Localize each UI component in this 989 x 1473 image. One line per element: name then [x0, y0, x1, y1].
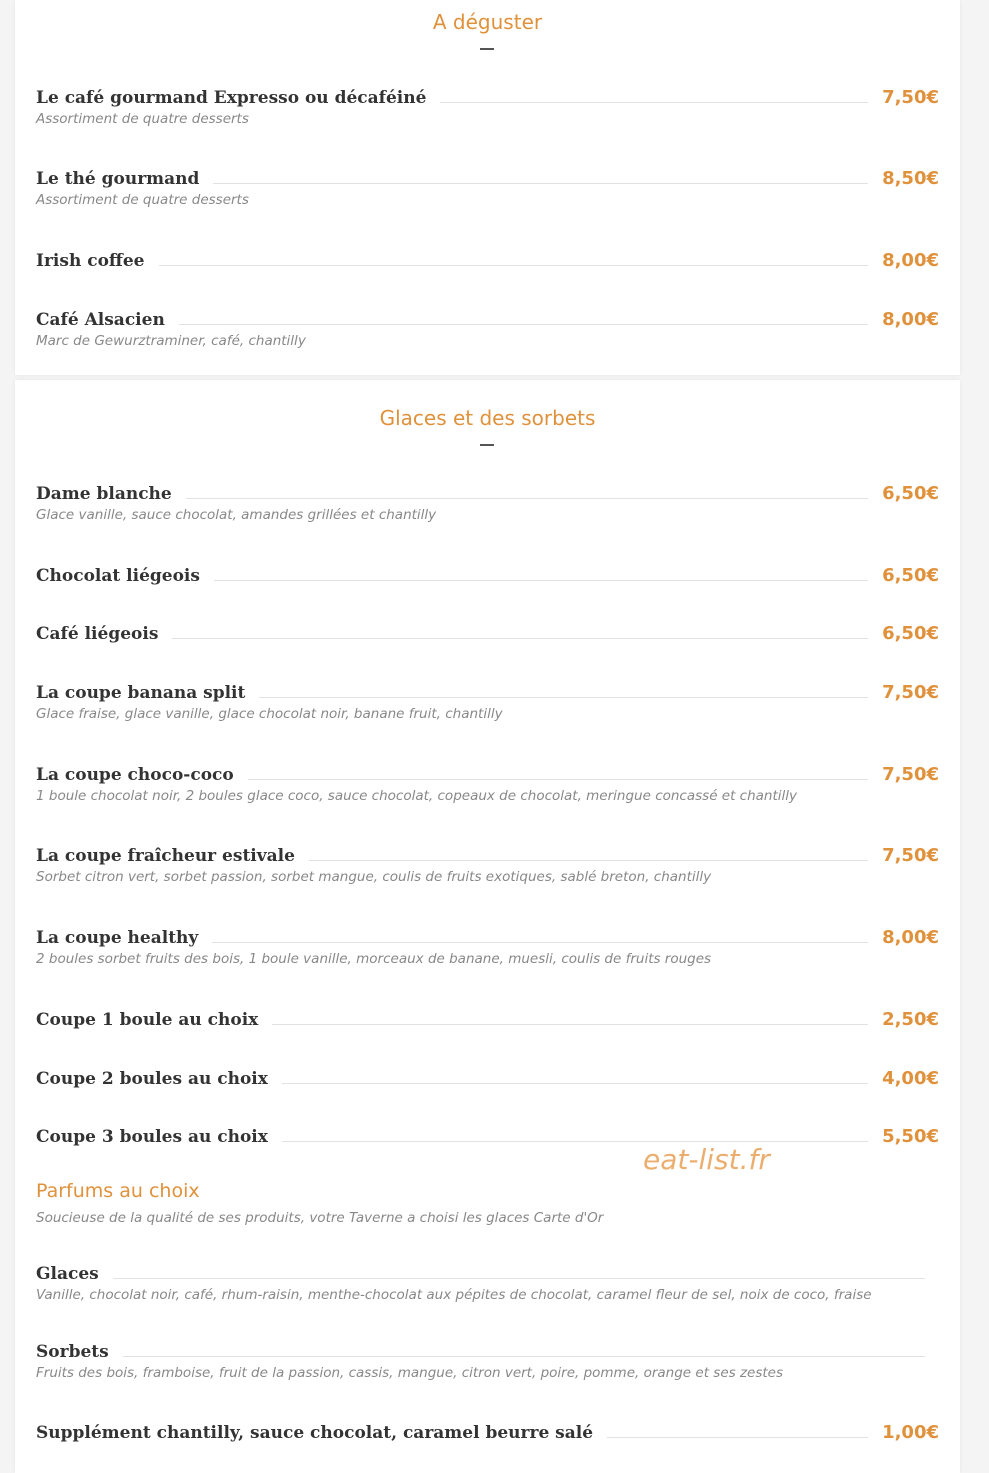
- menu-item: [36, 761, 939, 804]
- item-name: Café liégeois: [36, 624, 159, 644]
- item-description: 1 boule chocolat noir, 2 boules glace coco, sauce chocolat, copeaux de chocolat, meringue concassé et chantilly: [36, 788, 798, 804]
- watermark: eat-list.fr: [643, 1143, 770, 1176]
- menu-item: [36, 1006, 939, 1030]
- item-name: Supplément chantilly, sauce chocolat, caramel beurre salé: [36, 1423, 594, 1443]
- menu-card-a-deguster: [15, 0, 960, 375]
- item-price: 6,50€: [882, 565, 939, 586]
- item-name: Irish coffee: [36, 251, 145, 271]
- section-title: A déguster: [432, 10, 543, 34]
- item-name: La coupe fraîcheur estivale: [36, 846, 295, 866]
- menu-item: [36, 165, 939, 208]
- dotted-leader: [282, 1083, 868, 1084]
- dotted-leader: [282, 1141, 868, 1142]
- item-name: Dame blanche: [36, 484, 172, 504]
- menu-item: [36, 562, 939, 586]
- item-price: 8,00€: [882, 309, 939, 330]
- dotted-leader: [159, 265, 869, 266]
- dotted-leader: [272, 1024, 868, 1025]
- item-price: 1,00€: [882, 1422, 939, 1443]
- menu-item: [36, 480, 939, 523]
- menu-item: [36, 1065, 939, 1089]
- menu-item: [36, 1123, 939, 1147]
- item-price: 8,00€: [882, 250, 939, 271]
- item-name: Coupe 1 boule au choix: [36, 1010, 259, 1030]
- dotted-leader: [440, 102, 868, 103]
- item-price: 7,50€: [882, 764, 939, 785]
- item-price: 5,50€: [882, 1126, 939, 1147]
- menu-item: [36, 842, 939, 885]
- item-description: Fruits des bois, framboise, fruit de la passion, cassis, mangue, citron vert, poire, pomme, orange et ses zestes: [36, 1365, 784, 1381]
- menu-item: [36, 1419, 939, 1443]
- dotted-leader: [212, 942, 868, 943]
- item-price: 6,50€: [882, 623, 939, 644]
- menu-item: [36, 247, 939, 271]
- menu-item: [36, 924, 939, 967]
- menu-item: [36, 84, 939, 127]
- item-name: Le thé gourmand: [36, 169, 200, 189]
- item-price: 8,00€: [882, 927, 939, 948]
- item-name: Le café gourmand Expresso ou décaféiné: [36, 88, 427, 108]
- dotted-leader: [309, 860, 868, 861]
- item-description: Glace vanille, sauce chocolat, amandes grillées et chantilly: [36, 507, 437, 523]
- menu-item: [36, 1338, 939, 1381]
- item-price: 7,50€: [882, 845, 939, 866]
- dotted-leader: [259, 697, 868, 698]
- item-price: 7,50€: [882, 682, 939, 703]
- section-title: Glaces et des sorbets: [379, 406, 596, 430]
- title-divider: [480, 444, 494, 446]
- dotted-leader: [214, 580, 868, 581]
- menu-item: [36, 1260, 939, 1303]
- item-description: 2 boules sorbet fruits des bois, 1 boule vanille, morceaux de banane, muesli, coulis de fruits rouges: [36, 951, 712, 967]
- dotted-leader: [123, 1356, 925, 1357]
- menu-item: [36, 620, 939, 644]
- dotted-leader: [113, 1278, 925, 1279]
- menu-card-glaces: [15, 380, 960, 1473]
- item-price: 8,50€: [882, 168, 939, 189]
- item-description: Assortiment de quatre desserts: [36, 111, 249, 127]
- item-price: 4,00€: [882, 1068, 939, 1089]
- item-name: La coupe banana split: [36, 683, 246, 703]
- item-price: 6,50€: [882, 483, 939, 504]
- item-name: Coupe 2 boules au choix: [36, 1069, 268, 1089]
- dotted-leader: [179, 324, 868, 325]
- item-price: 7,50€: [882, 87, 939, 108]
- dotted-leader: [213, 183, 868, 184]
- dotted-leader: [172, 638, 868, 639]
- item-name: Coupe 3 boules au choix: [36, 1127, 268, 1147]
- dotted-leader: [186, 498, 868, 499]
- item-description: Sorbet citron vert, sorbet passion, sorbet mangue, coulis de fruits exotiques, sablé breton, chantilly: [36, 869, 712, 885]
- parfums-heading: Parfums au choix: [36, 1180, 200, 1202]
- dotted-leader: [607, 1437, 868, 1438]
- item-description: Glace fraise, glace vanille, glace chocolat noir, banane fruit, chantilly: [36, 706, 503, 722]
- dotted-leader: [248, 779, 868, 780]
- item-name: Glaces: [36, 1264, 99, 1284]
- parfums-description: Soucieuse de la qualité de ses produits, votre Taverne a choisi les glaces Carte d'Or: [36, 1210, 604, 1226]
- item-name: Café Alsacien: [36, 310, 165, 330]
- item-price: 2,50€: [882, 1009, 939, 1030]
- item-name: Chocolat liégeois: [36, 566, 200, 586]
- item-name: La coupe healthy: [36, 928, 199, 948]
- item-description: Assortiment de quatre desserts: [36, 192, 249, 208]
- menu-item: [36, 679, 939, 722]
- item-name: La coupe choco-coco: [36, 765, 234, 785]
- item-description: Vanille, chocolat noir, café, rhum-raisin, menthe-chocolat aux pépites de chocolat, caramel fleur de sel, noix de coco, fraise: [36, 1287, 872, 1303]
- item-name: Sorbets: [36, 1342, 109, 1362]
- menu-item: [36, 306, 939, 349]
- item-description: Marc de Gewurztraminer, café, chantilly: [36, 333, 306, 349]
- title-divider: [480, 48, 494, 50]
